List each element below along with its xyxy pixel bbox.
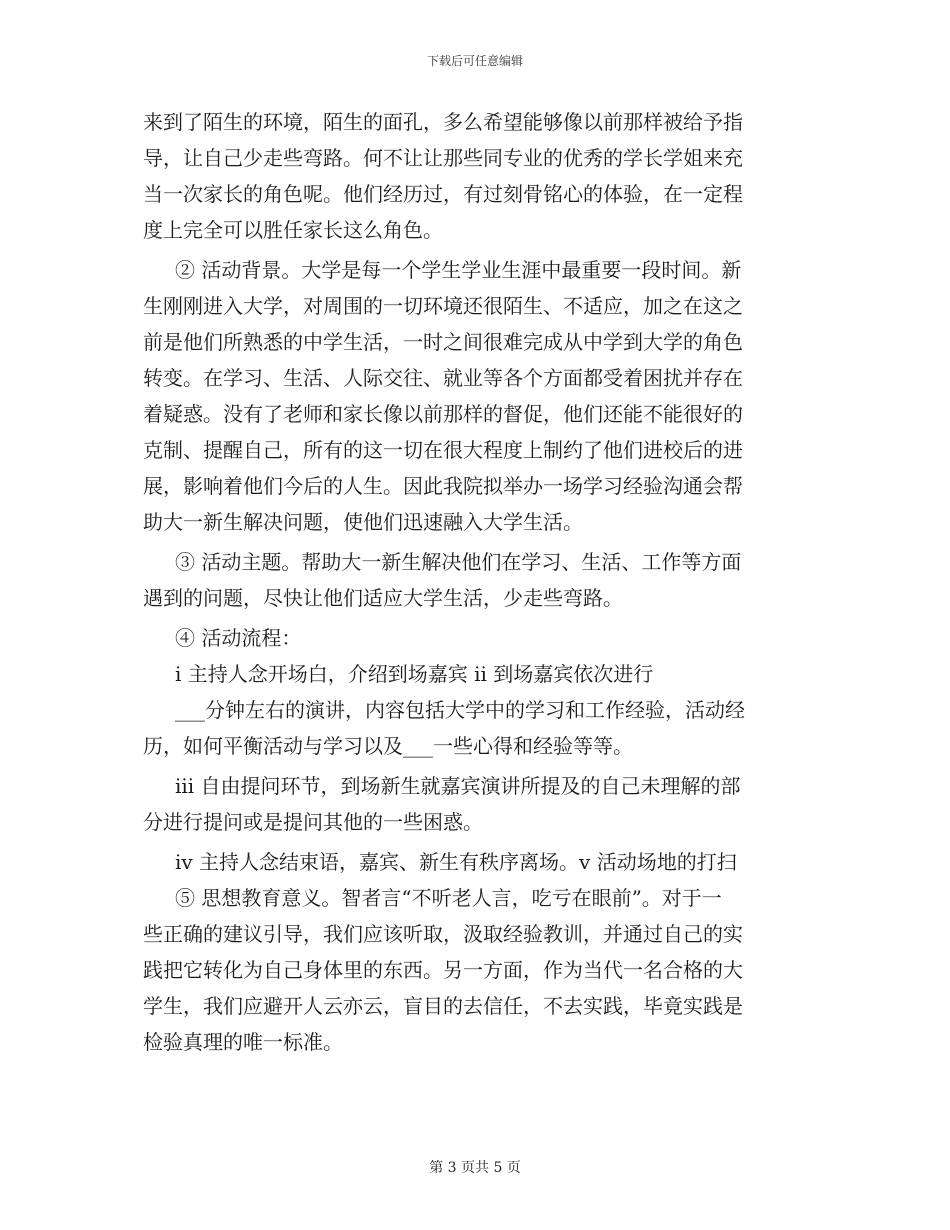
text-line: 着疑惑。没有了老师和家长像以前那样的督促，他们还能不能很好的	[143, 402, 743, 426]
process-step: iv 主持人念结束语，嘉宾、新生有秩序离场。v 活动场地的打扫	[175, 850, 737, 874]
text-line: 展，影响着他们今后的人生。因此我院拟举办一场学习经验沟通会帮	[143, 474, 743, 498]
text-line: 克制、提醒自己，所有的这一切在很大程度上制约了他们进校后的进	[143, 438, 743, 462]
text-line: 些正确的建议引导，我们应该听取，汲取经验教训，并通过自己的实	[143, 922, 743, 946]
document-body	[143, 104, 807, 1060]
text-line: 学生，我们应避开人云亦云，盲目的去信任，不去实践，毕竟实践是	[143, 994, 743, 1018]
text-line: 践把它转化为自己身体里的东西。另一方面，作为当代一名合格的大	[143, 958, 743, 982]
page-number: 第 3 页共 5 页	[429, 1160, 521, 1176]
section-theme-heading: ③ 活动主题。帮助大一新生解决他们在学习、生活、工作等方面	[175, 550, 742, 574]
text-line: 当一次家长的角色呢。他们经历过，有过刻骨铭心的体验，在一定程	[143, 182, 743, 206]
text-line: 转变。在学习、生活、人际交往、就业等各个方面都受着困扰并存在	[143, 366, 743, 390]
text-line: 前是他们所熟悉的中学生活，一时之间很难完成从中学到大学的角色	[143, 330, 743, 354]
text-line: 助大一新生解决问题，使他们迅速融入大学生活。	[143, 510, 583, 534]
text-line: 遇到的问题，尽快让他们适应大学生活，少走些弯路。	[143, 586, 623, 610]
process-step: iii 自由提问环节，到场新生就嘉宾演讲所提及的自己未理解的部	[175, 774, 741, 798]
text-line: 历，如何平衡活动与学习以及___一些心得和经验等等。	[143, 734, 633, 758]
text-line: 导，让自己少走些弯路。何不让让那些同专业的优秀的学长学姐来充	[143, 146, 743, 170]
process-step: i 主持人念开场白，介绍到场嘉宾 ii 到场嘉宾依次进行	[175, 662, 654, 686]
text-line: 分进行提问或是提问其他的一些困惑。	[143, 810, 483, 834]
text-line: 检验真理的唯一标准。	[143, 1030, 343, 1054]
text-line: 生刚刚进入大学，对周围的一切环境还很陌生、不适应，加之在这之	[143, 294, 743, 318]
section-significance-heading: ⑤ 思想教育意义。智者言“不听老人言，吃亏在眼前”。对于一	[175, 886, 722, 910]
section-process-heading: ④ 活动流程：	[175, 626, 302, 650]
section-background-heading: ② 活动背景。大学是每一个学生学业生涯中最重要一段时间。新	[175, 258, 742, 282]
page-header: 下载后可任意编辑	[426, 54, 523, 68]
text-line: ___分钟左右的演讲，内容包括大学中的学习和工作经验，活动经	[175, 698, 745, 722]
text-line: 度上完全可以胜任家长这么角色。	[143, 218, 443, 242]
text-line: 来到了陌生的环境，陌生的面孔，多么希望能够像以前那样被给予指	[143, 110, 743, 134]
